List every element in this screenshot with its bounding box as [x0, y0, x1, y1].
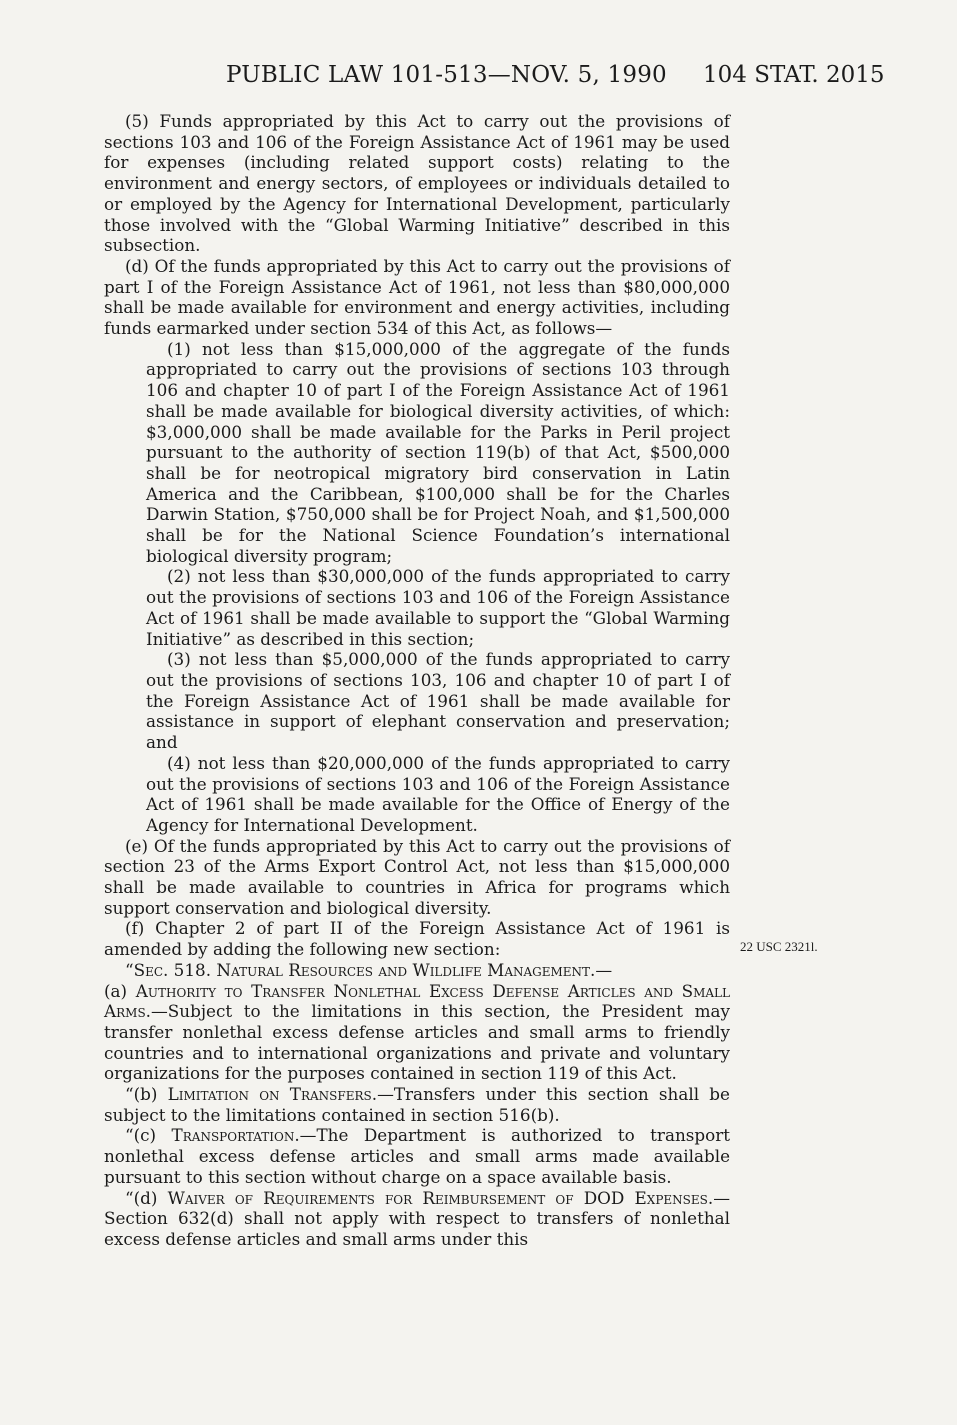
paragraph-d-4: (4) not less than $20,000,000 of the funds appropriated to carry out the provisions of sections 103 and 106 of the Foreign Assistance Act of 1961 shall be made available for the Office of Energy of the Agency for International Development.: [146, 752, 730, 835]
page-body: [104, 111, 730, 1250]
paragraph-f: (f) Chapter 2 of part II of the Foreign Assistance Act of 1961 is amended by adding the following new section:: [104, 918, 730, 960]
statute-page-number: 104 STAT. 2015: [703, 62, 885, 88]
section-518-heading: [104, 960, 730, 981]
subsection-b: [104, 1084, 730, 1125]
paragraph-d-2: (2) not less than $30,000,000 of the funds appropriated to carry out the provisions of sections 103 and 106 of the Foreign Assistance Act of 1961 shall be made available to support the “Global Warming Initiative” as described in this section;: [146, 566, 730, 649]
subsection-d: [104, 1188, 730, 1250]
paragraph-d-1: (1) not less than $15,000,000 of the aggregate of the funds appropriated to carry out the provisions of sections 103 through 106 and chapter 10 of part I of the Foreign Assistance Act of 1961 shall be made available for biological diversity activities, of which: $3,000,000 shall be made available for the Parks in Peril project pursuant to the authority of section 119(b) of that Act, $500,000 shall be for neotropical migratory bird conservation in Latin America and the Caribbean, $100,000 shall be for the Charles Darwin Station, $750,000 shall be for Project Noah, and $1,500,000 shall be for the National Science Foundation’s international biological diversity program;: [146, 338, 730, 566]
paragraph-e: (e) Of the funds appropriated by this Act to carry out the provisions of section 23 of the Arms Export Control Act, not less than $15,000,000 shall be made available to countries in Africa for programs which support conservation and biological diversity.: [104, 835, 730, 918]
subsection-a: [104, 981, 730, 1085]
subsection-c-heading: Transportation.: [171, 1125, 300, 1146]
page-header: [0, 62, 957, 94]
subsection-b-heading: Limitation on Transfers.: [167, 1084, 378, 1105]
subsection-a-text: —Subject to the limitations in this section, the President may transfer nonlethal excess defense articles and small arms to friendly countries and to international organizations and private and voluntary organizations for the purposes contained in section 119 of this Act.: [104, 1001, 730, 1084]
paragraph-d-3: (3) not less than $5,000,000 of the funds appropriated to carry out the provisions of sections 103, 106 and chapter 10 of part I of the Foreign Assistance Act of 1961 shall be made available for assistance in support of elephant conservation and preservation; and: [146, 649, 730, 753]
subsection-d-text: —Section 632(d) shall not apply with respect to transfers of nonlethal excess defense articles and small arms under this: [104, 1187, 730, 1249]
subsection-d-label: “(d): [125, 1187, 158, 1208]
subsection-c-label: “(c): [125, 1125, 157, 1146]
section-518-title: Natural Resources and Wildlife Management.—: [216, 959, 613, 980]
subsection-c: [104, 1125, 730, 1187]
paragraph-d: (d) Of the funds appropriated by this Act to carry out the provisions of part I of the Foreign Assistance Act of 1961, not less than $80,000,000 shall be made available for environment and energy activities, including funds earmarked under section 534 of this Act, as follows—: [104, 255, 730, 339]
margin-citation: 22 USC 2321l.: [740, 939, 818, 954]
subsection-b-text: —Transfers under this section shall be subject to the limitations contained in section 516(b).: [104, 1084, 730, 1125]
public-law-citation: PUBLIC LAW 101-513—NOV. 5, 1990: [226, 62, 667, 88]
subsection-b-label: “(b): [125, 1084, 158, 1105]
subsection-c-text: —The Department is authorized to transport nonlethal excess defense articles and small arms made available pursuant to this section without charge on a space available basis.: [104, 1125, 730, 1187]
subsection-a-heading: Authority to Transfer Nonlethal Excess Defense Articles and Small Arms.: [104, 980, 730, 1022]
paragraph-5: (5) Funds appropriated by this Act to carry out the provisions of sections 103 and 106 of the Foreign Assistance Act of 1961 may be used for expenses (including related support costs) relating to the environment and energy sectors, of employees or individuals detailed to or employed by the Agency for International Development, particularly those involved with the “Global Warming Initiative” described in this subsection.: [104, 111, 730, 256]
section-518-number: “Sec. 518.: [125, 959, 212, 980]
subsection-d-heading: Waiver of Requirements for Reimbursement of DOD Expenses.: [167, 1187, 714, 1208]
subsection-a-label: (a): [104, 980, 128, 1001]
